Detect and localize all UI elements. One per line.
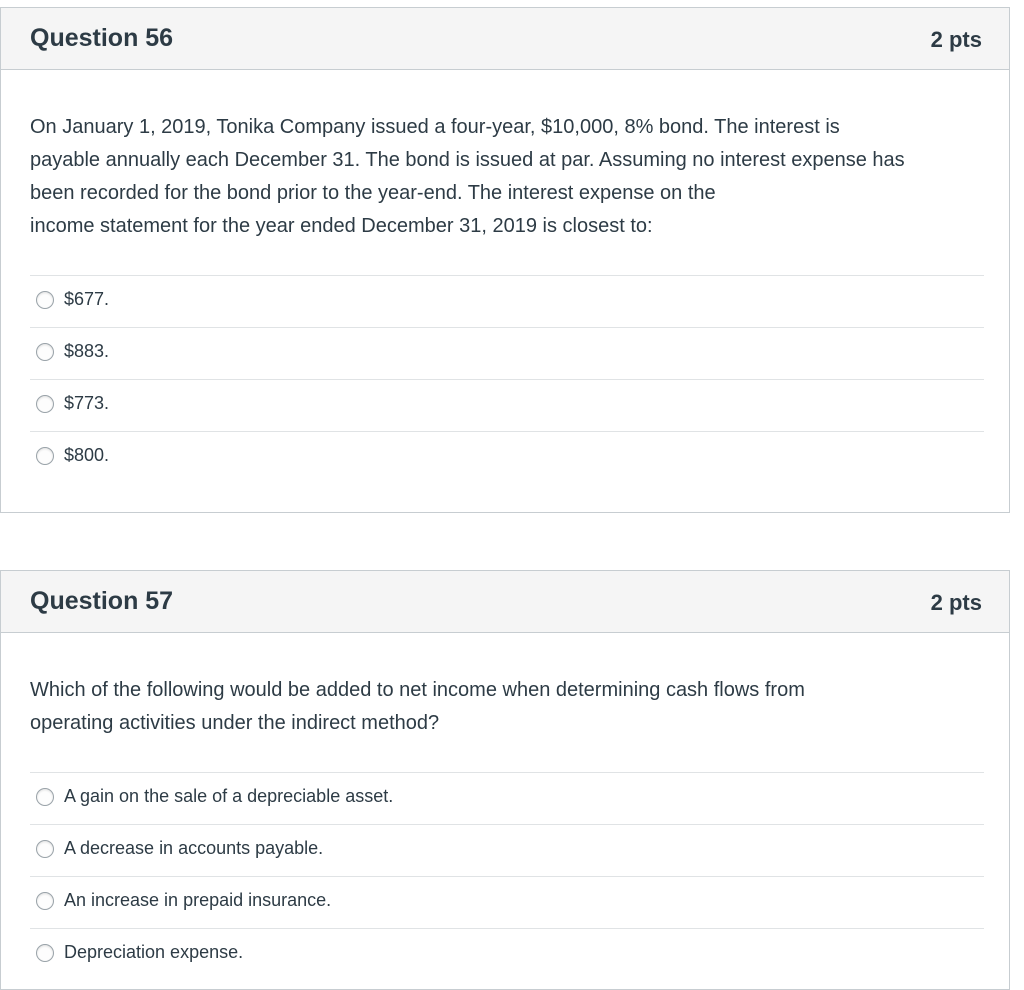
answer-label: Depreciation expense.	[64, 942, 244, 962]
answer-list	[30, 275, 984, 483]
question-card-56	[0, 7, 1010, 513]
answer-option[interactable]	[30, 327, 984, 379]
answer-option[interactable]	[30, 772, 984, 824]
radio-button[interactable]	[36, 291, 54, 309]
answer-option[interactable]	[30, 431, 984, 483]
answer-label: $883.	[64, 341, 110, 361]
question-text: On January 1, 2019, Tonika Company issued a four-year, $10,000, 8% bond. The interest is payable annually each December 31. The bond is issued at par. Assuming no interest expense has been recorded for the bond prior to the year-end. The interest expense on the income statement for the year ended December 31, 2019 is closest to:	[30, 116, 905, 237]
question-title: Question 57	[30, 587, 174, 615]
radio-button[interactable]	[36, 892, 54, 910]
question-title: Question 56	[30, 24, 174, 52]
answer-label: An increase in prepaid insurance.	[64, 890, 332, 910]
question-text: Which of the following would be added to net income when determining cash flows from operating activities under the indirect method?	[30, 679, 805, 734]
answer-option[interactable]	[30, 275, 984, 327]
question-card-57	[0, 570, 1010, 990]
answer-label: A decrease in accounts payable.	[64, 838, 324, 858]
answer-label: $800.	[64, 445, 110, 465]
question-header	[1, 571, 1009, 633]
answer-list	[30, 772, 984, 980]
answer-option[interactable]	[30, 824, 984, 876]
question-points: 2 pts	[930, 590, 982, 615]
radio-button[interactable]	[36, 944, 54, 962]
radio-button[interactable]	[36, 788, 54, 806]
radio-button[interactable]	[36, 395, 54, 413]
answer-option[interactable]	[30, 379, 984, 431]
radio-button[interactable]	[36, 840, 54, 858]
question-header	[1, 8, 1009, 70]
answer-label: $677.	[64, 289, 110, 309]
answer-option[interactable]	[30, 928, 984, 980]
answer-label: A gain on the sale of a depreciable asset.	[64, 786, 394, 806]
radio-button[interactable]	[36, 343, 54, 361]
answer-label: $773.	[64, 393, 110, 413]
answer-option[interactable]	[30, 876, 984, 928]
question-points: 2 pts	[930, 27, 982, 52]
radio-button[interactable]	[36, 447, 54, 465]
